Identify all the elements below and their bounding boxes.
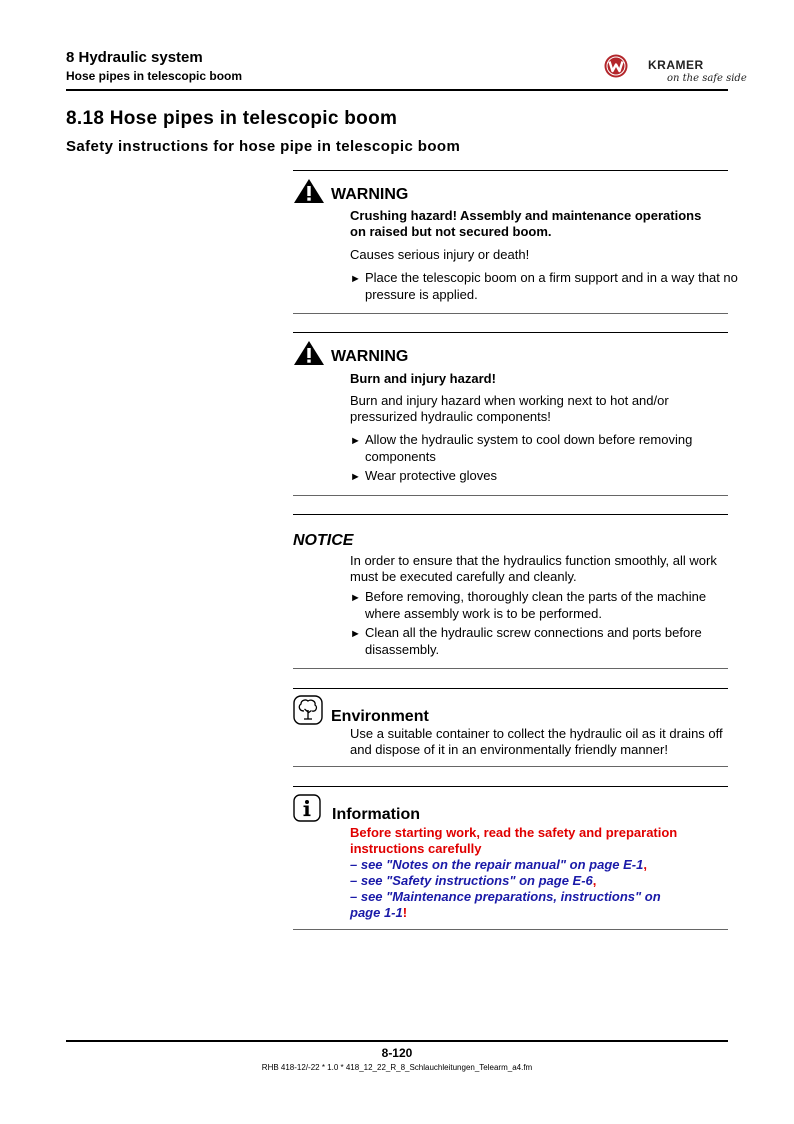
information-ref-3[interactable]	[350, 889, 730, 905]
warning2-action-1: ► Allow the hydraulic system to cool down before removing components	[350, 432, 745, 465]
information-red-line-1: Before starting work, read the safety and preparation	[350, 825, 678, 840]
page-number: 8-120	[381, 1046, 413, 1060]
ref-suffix: !	[402, 905, 408, 920]
warning1-label: WARNING	[331, 186, 409, 203]
header-subtitle: Hose pipes in telescopic boom	[66, 69, 243, 83]
footer-rule	[66, 1040, 728, 1042]
information-ref-1[interactable]	[350, 857, 730, 873]
warning1-action-1: ► Place the telescopic boom on a firm support and in a way that no pressure is applied.	[350, 270, 745, 303]
tree-icon	[293, 695, 323, 725]
warning2-bottom-rule	[293, 495, 728, 496]
warning2-top-rule	[293, 332, 728, 333]
info-icon	[293, 794, 321, 822]
notice-label: NOTICE	[293, 532, 354, 549]
notice-action-1: ► Before removing, thoroughly clean the parts of the machine where assembly work is to be performed.	[350, 589, 745, 622]
ref-link-text[interactable]: – see "Notes on the repair manual" on page E-1	[350, 857, 644, 872]
warning2-label: WARNING	[331, 348, 409, 365]
information-red-line-2: instructions carefully	[350, 841, 482, 856]
warning1-bottom-rule	[293, 313, 728, 314]
information-top-rule	[293, 786, 728, 787]
environment-bottom-rule	[293, 766, 728, 767]
notice-bottom-rule	[293, 668, 728, 669]
section-subtitle: Safety instructions for hose pipe in telescopic boom	[66, 138, 461, 155]
information-bottom-rule	[293, 929, 728, 930]
warning-triangle-icon	[293, 340, 325, 366]
information-ref-3-cont[interactable]	[350, 905, 730, 921]
ref-suffix: ,	[592, 873, 597, 888]
warning1-hazard-line-1: Crushing hazard! Assembly and maintenance operations	[350, 208, 702, 223]
ref-link-text[interactable]: page 1-1	[350, 905, 403, 920]
ref-link-text[interactable]: – see "Safety instructions" on page E-6	[350, 873, 593, 888]
warning1-hazard-line-2: on raised but not secured boom.	[350, 224, 552, 239]
header-chapter: 8 Hydraulic system	[66, 49, 203, 66]
header-rule	[66, 89, 728, 91]
warning2-consequence: Burn and injury hazard when working next to hot and/or pressurized hydraulic components!	[350, 393, 669, 424]
environment-top-rule	[293, 688, 728, 689]
ref-suffix: ,	[643, 857, 647, 872]
warning2-action-2: ► Wear protective gloves	[350, 468, 745, 485]
notice-text: In order to ensure that the hydraulics function smoothly, all work must be executed carefully and cleanly.	[350, 553, 717, 584]
ref-link-text[interactable]: – see "Maintenance preparations, instructions" on	[350, 889, 661, 904]
kramer-logo-icon	[604, 54, 628, 78]
footer-file: RHB 418-12/-22 * 1.0 * 418_12_22_R_8_Schlauchleitungen_Telearm_a4.fm	[261, 1063, 533, 1072]
brand-tagline: on the safe side	[667, 73, 747, 84]
environment-label: Environment	[331, 708, 429, 725]
notice-action-2: ► Clean all the hydraulic screw connections and ports before disassembly.	[350, 625, 745, 658]
environment-text: Use a suitable container to collect the hydraulic oil as it drains off and dispose of it in an environmentally friendly manner!	[350, 726, 723, 757]
warning1-top-rule	[293, 170, 728, 171]
information-label: Information	[332, 806, 420, 823]
notice-top-rule	[293, 514, 728, 515]
section-title: 8.18 Hose pipes in telescopic boom	[66, 108, 398, 129]
information-ref-2[interactable]	[350, 873, 730, 889]
brand-name: KRAMER	[648, 58, 704, 72]
warning-triangle-icon	[293, 178, 325, 204]
warning2-hazard: Burn and injury hazard!	[350, 371, 496, 386]
warning1-consequence: Causes serious injury or death!	[350, 247, 530, 262]
